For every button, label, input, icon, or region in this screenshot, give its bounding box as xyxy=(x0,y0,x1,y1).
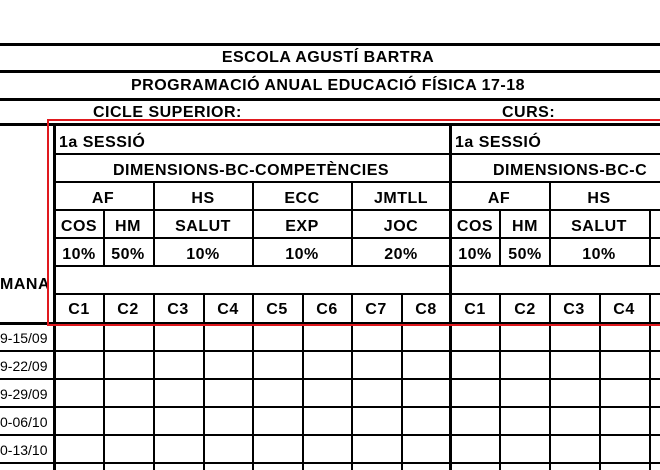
grid-line xyxy=(0,406,660,408)
course-label: CURS: xyxy=(502,104,556,121)
group-jmtll: JMTLL xyxy=(373,190,429,207)
week-date: 9-22/09 xyxy=(0,358,48,374)
border-line xyxy=(0,70,660,73)
week-date: 9-15/09 xyxy=(0,330,48,346)
code-c2: C2 xyxy=(117,301,139,318)
sub-joc: JOC xyxy=(383,218,419,235)
dimensions-title: DIMENSIONS-BC-C xyxy=(493,162,648,179)
week-column-label: MANA xyxy=(0,276,50,293)
code-c4: C4 xyxy=(217,301,239,318)
sub-salut: SALUT xyxy=(175,218,231,235)
code-c7: C7 xyxy=(365,301,387,318)
grid-line xyxy=(0,378,660,380)
sub-hm: HM xyxy=(115,218,141,235)
code-c2: C2 xyxy=(514,301,536,318)
selection-outline xyxy=(47,119,660,326)
code-c1: C1 xyxy=(68,301,90,318)
pct-exp: 10% xyxy=(285,246,319,263)
code-c5: C5 xyxy=(266,301,288,318)
grid-line xyxy=(0,350,660,352)
sub-cos: COS xyxy=(60,218,98,235)
sub-exp: EXP xyxy=(285,218,319,235)
week-date: 0-13/10 xyxy=(0,442,48,458)
group-hs: HS xyxy=(587,190,611,207)
session-title: 1a SESSIÓ xyxy=(59,134,146,151)
code-c8: C8 xyxy=(415,301,437,318)
grid-line xyxy=(0,434,660,436)
week-date: 0-06/10 xyxy=(0,414,48,430)
pct-joc: 20% xyxy=(384,246,418,263)
dimensions-title: DIMENSIONS-BC-COMPETÈNCIES xyxy=(112,162,390,179)
group-af: AF xyxy=(91,190,115,207)
pct-cos: 10% xyxy=(62,246,96,263)
code-c3: C3 xyxy=(167,301,189,318)
border-line xyxy=(0,98,660,101)
pct-cos: 10% xyxy=(458,246,492,263)
border-line xyxy=(0,43,660,46)
group-ecc: ECC xyxy=(284,190,320,207)
pct-hm: 50% xyxy=(111,246,145,263)
code-c3: C3 xyxy=(563,301,585,318)
code-c1: C1 xyxy=(464,301,486,318)
pct-hm: 50% xyxy=(508,246,542,263)
group-af: AF xyxy=(487,190,511,207)
session-title: 1a SESSIÓ xyxy=(455,134,542,151)
pct-salut: 10% xyxy=(186,246,220,263)
week-date: 9-29/09 xyxy=(0,386,48,402)
sub-hm: HM xyxy=(512,218,538,235)
group-hs: HS xyxy=(191,190,215,207)
sub-cos: COS xyxy=(456,218,494,235)
code-c4: C4 xyxy=(613,301,635,318)
school-title: ESCOLA AGUSTÍ BARTRA xyxy=(221,49,435,66)
cycle-label: CICLE SUPERIOR: xyxy=(93,104,242,121)
program-title: PROGRAMACIÓ ANUAL EDUCACIÓ FÍSICA 17-18 xyxy=(130,77,526,94)
pct-salut: 10% xyxy=(582,246,616,263)
sub-salut: SALUT xyxy=(571,218,627,235)
code-c6: C6 xyxy=(316,301,338,318)
grid-line xyxy=(0,462,660,464)
